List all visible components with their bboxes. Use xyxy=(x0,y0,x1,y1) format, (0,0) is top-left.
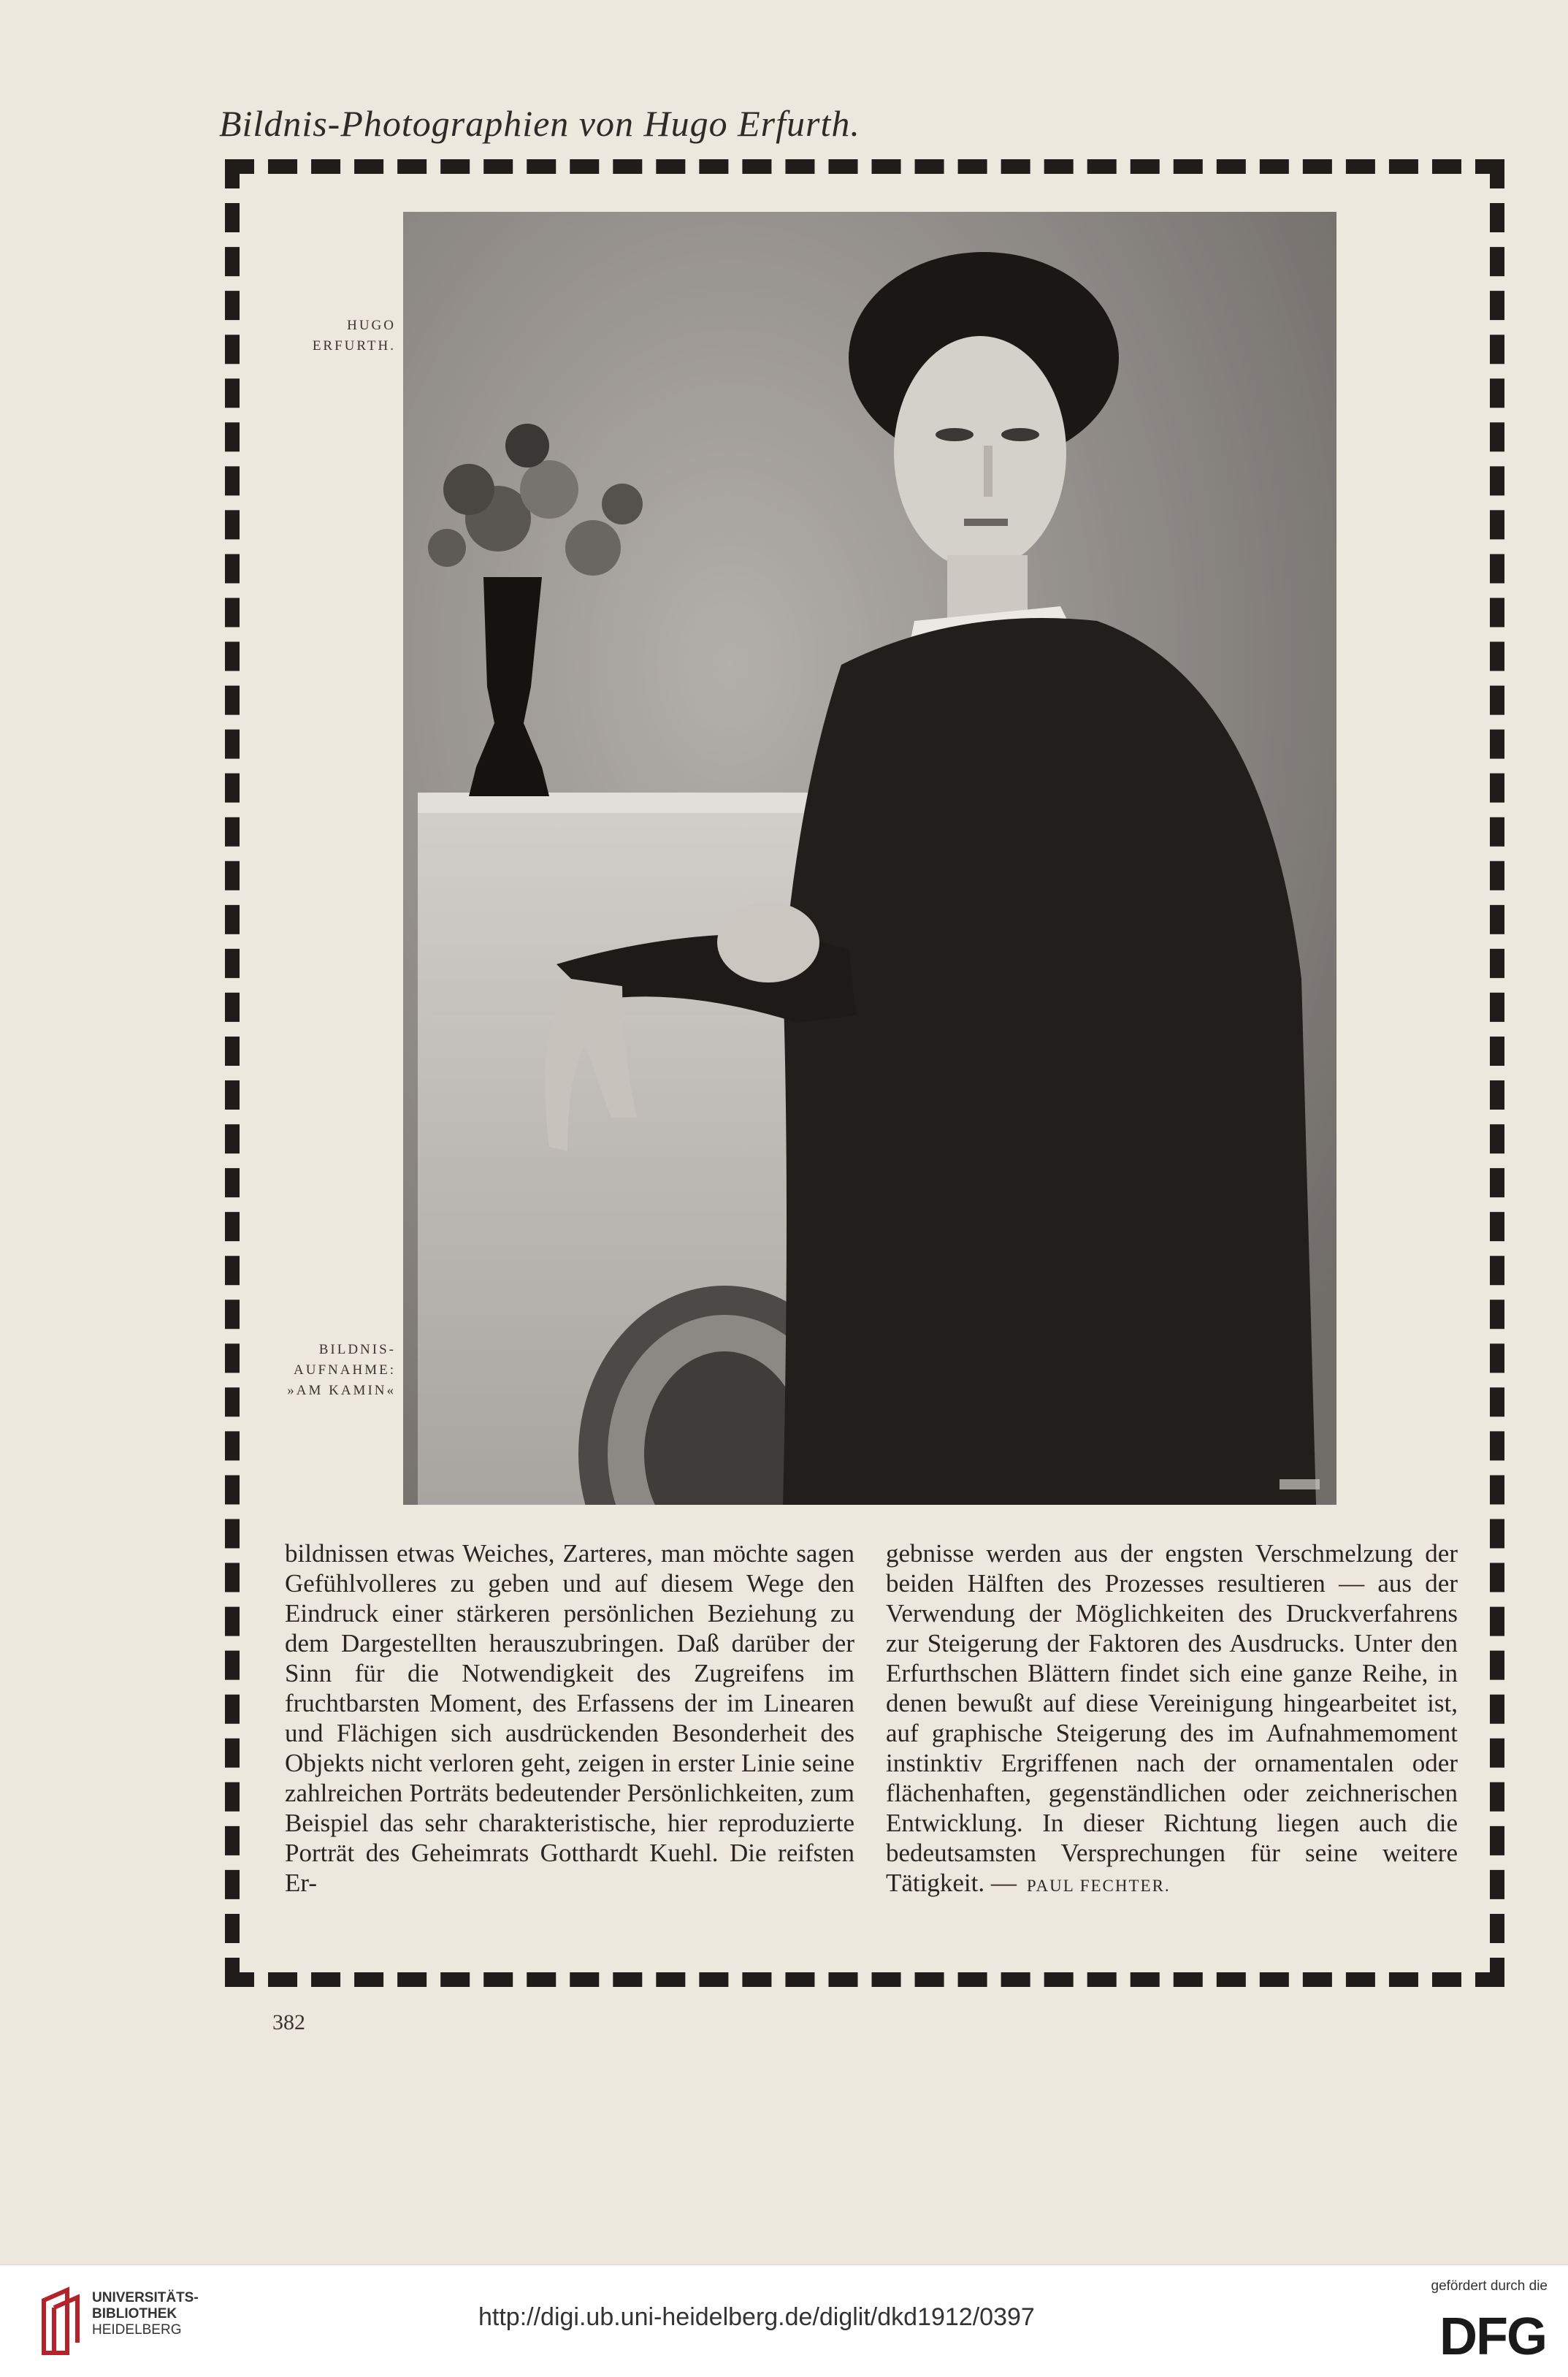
photo-credit-line: HUGO xyxy=(347,318,396,333)
university-library-logo-icon xyxy=(38,2286,86,2357)
permalink-url[interactable]: http://digi.ub.uni-heidelberg.de/diglit/dkd1912/0397 xyxy=(478,2303,1035,2331)
text-column-right xyxy=(886,1538,1458,1901)
photo-caption-line: BILDNIS- xyxy=(318,1342,396,1357)
library-name xyxy=(92,2290,199,2338)
portrait-photograph xyxy=(403,212,1336,1505)
funding-note: gefördert durch die xyxy=(1431,2278,1548,2294)
photo-caption-line: AUFNAHME: xyxy=(294,1362,396,1378)
photo-caption xyxy=(287,1340,396,1401)
library-name-line: BIBLIOTHEK xyxy=(92,2306,177,2321)
dfg-logo: DFG xyxy=(1439,2308,1546,2366)
portrait-image xyxy=(403,212,1336,1505)
running-title: Bildnis-Photographien von Hugo Erfurth. xyxy=(219,103,860,144)
library-name-line: HEIDELBERG xyxy=(92,2322,182,2338)
page-number: 382 xyxy=(272,2010,305,2034)
author-signature: PAUL FECHTER. xyxy=(1026,1877,1171,1895)
article-text-right xyxy=(886,1538,1458,1901)
text-column-left xyxy=(285,1538,854,1898)
article-text-right-body: gebnisse werden aus der engsten Verschmelzung der beiden Hälften des Prozesses resultieren — aus der Verwendung der Möglichkeiten des Druckverfahrens zur Steigerung der Faktoren des Ausdrucks. Unter den Erfurthschen Blättern findet sich eine ganze Reihe, in denen bewußt auf diese Vereinigung hingearbeitet ist, auf graphische Steigerung des im Aufnahmemoment instinktiv Ergriffenen nach der ornamentalen oder flächenhaften, gegenständlichen oder zeichnerischen Entwicklung. In dieser Richtung liegen auch die bedeutsamsten Versprechungen für seine weitere Tätigkeit. — xyxy=(886,1539,1458,1897)
digitization-footer xyxy=(0,2265,1568,2377)
library-name-line: UNIVERSITÄTS- xyxy=(92,2290,199,2305)
article-text-left: bildnissen etwas Weiches, Zarteres, man möchte sagen Gefühlvolleres zu geben und auf diesem Wege den Eindruck einer stärkeren persönlichen Beziehung zu dem Dargestellten herauszubringen. Daß darüber der Sinn für die Notwendigkeit des Zugreifens im fruchtbarsten Moment, des Erfassens der im Linearen und Flächigen sich ausdrückenden Besonderheit des Objekts nicht verloren geht, zeigen in erster Linie seine zahlreichen Porträts bedeutender Persönlichkeiten, zum Beispiel das sehr charakteristische, hier reproduzierte Porträt des Geheimrats Gotthardt Kuehl. Die reifsten Er- xyxy=(285,1539,854,1897)
photo-caption-line: »AM KAMIN« xyxy=(287,1383,396,1398)
photo-credit-line: ERFURTH. xyxy=(312,338,396,354)
photo-credit xyxy=(313,316,396,356)
